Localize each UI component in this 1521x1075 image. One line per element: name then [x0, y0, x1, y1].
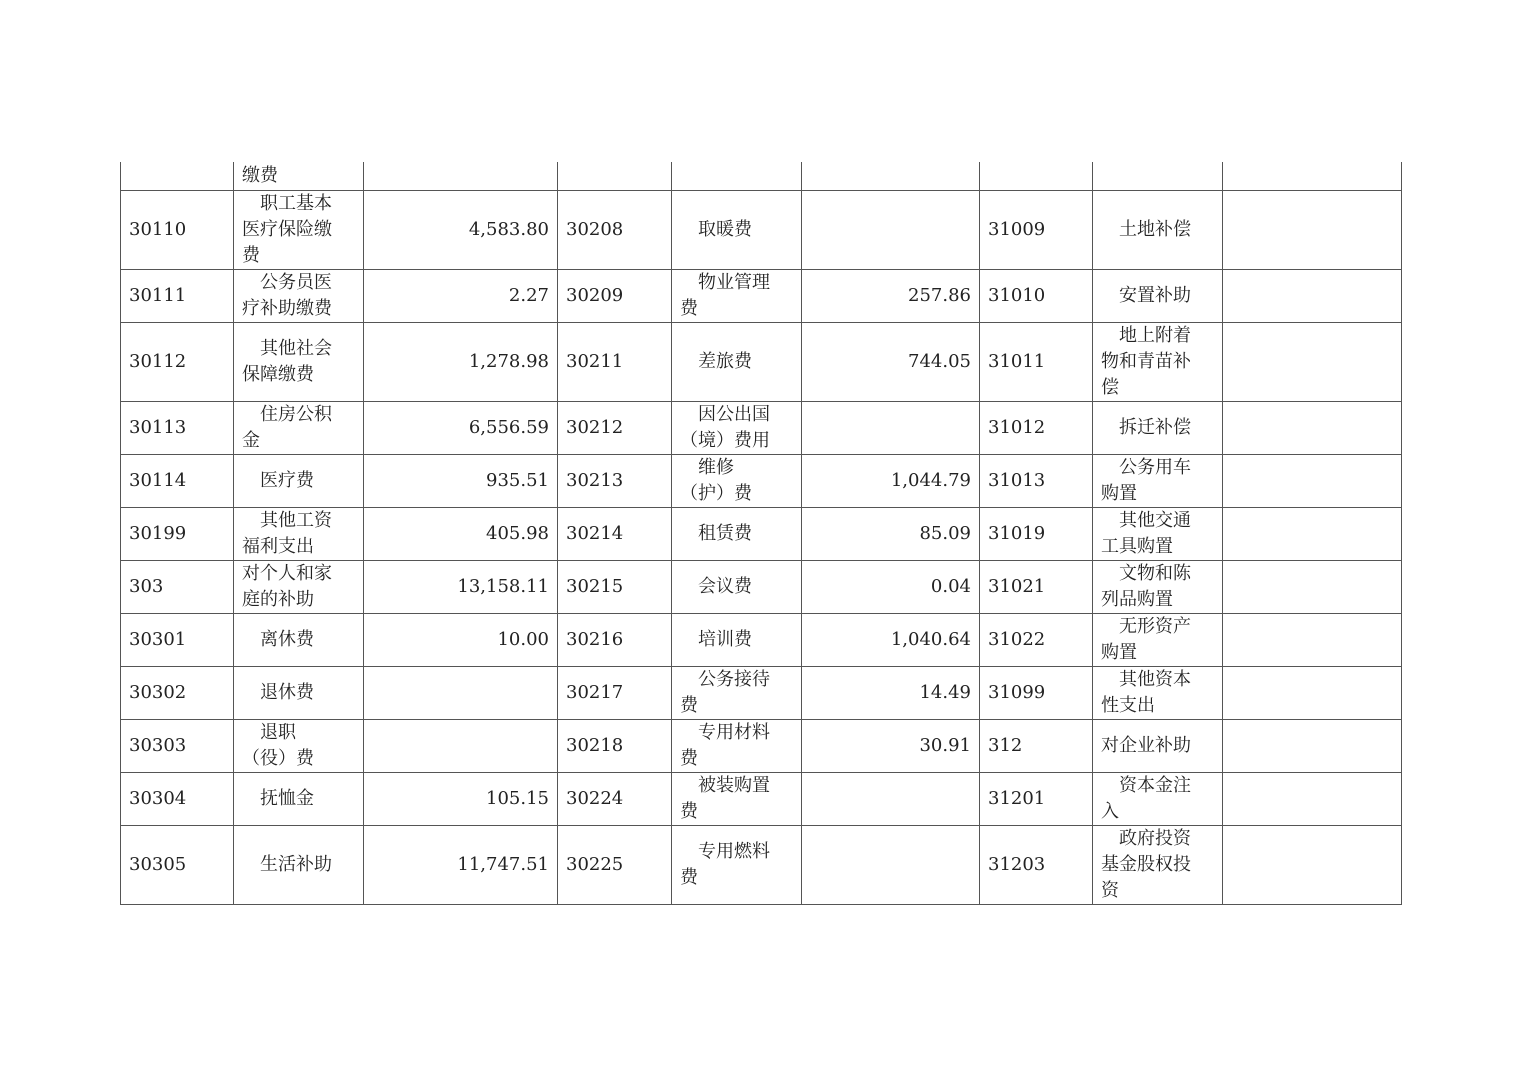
code-cell: 30305 [121, 825, 234, 904]
amount-cell: 405.98 [364, 507, 558, 560]
item-name-cell: 离休费 [234, 613, 364, 666]
item-name-cell [234, 269, 364, 322]
item-name-line: 退职 [260, 721, 296, 743]
item-name-line: 疗补助缴费 [242, 297, 332, 319]
item-name-cell [234, 190, 364, 269]
amount-cell: 13,158.11 [364, 560, 558, 613]
item-name-line: 公务员医 [260, 271, 332, 293]
item-name-cell [672, 162, 802, 190]
amount-cell: 0.04 [802, 560, 980, 613]
item-name-cell [672, 719, 802, 772]
item-name-line: 庭的补助 [242, 588, 314, 610]
budget-table [120, 162, 1402, 905]
item-name-line: 费 [680, 694, 698, 716]
item-name-line: 偿 [1101, 376, 1119, 398]
code-cell: 30301 [121, 613, 234, 666]
item-name-cell: 租赁费 [672, 507, 802, 560]
code-cell: 30112 [121, 322, 234, 401]
item-name-line: 职工基本 [260, 192, 332, 214]
code-cell: 30214 [558, 507, 672, 560]
amount-cell: 1,040.64 [802, 613, 980, 666]
code-cell [558, 162, 672, 190]
table-row [121, 560, 1402, 613]
amount-cell [802, 190, 980, 269]
amount-cell: 257.86 [802, 269, 980, 322]
amount-cell [1223, 507, 1402, 560]
table-row [121, 507, 1402, 560]
item-name-line: 资 [1101, 879, 1119, 901]
item-name-cell [672, 454, 802, 507]
item-name-line: 购置 [1101, 482, 1137, 504]
amount-cell [1223, 322, 1402, 401]
item-name-cell [672, 825, 802, 904]
amount-cell [364, 162, 558, 190]
code-cell: 31019 [980, 507, 1093, 560]
item-name-line: 政府投资 [1119, 827, 1191, 849]
item-name-cell [1093, 454, 1223, 507]
code-cell: 30224 [558, 772, 672, 825]
item-name-cell [672, 666, 802, 719]
item-name-line: 费 [680, 800, 698, 822]
item-name-line: （护）费 [680, 482, 752, 504]
table-row [121, 269, 1402, 322]
amount-cell: 6,556.59 [364, 401, 558, 454]
amount-cell: 2.27 [364, 269, 558, 322]
amount-cell: 85.09 [802, 507, 980, 560]
item-name-line: （役）费 [242, 747, 314, 769]
code-cell: 30110 [121, 190, 234, 269]
code-cell: 30211 [558, 322, 672, 401]
amount-cell: 1,044.79 [802, 454, 980, 507]
code-cell: 30225 [558, 825, 672, 904]
code-cell: 30199 [121, 507, 234, 560]
item-name-cell: 缴费 [234, 162, 364, 190]
amount-cell: 10.00 [364, 613, 558, 666]
item-name-cell [672, 401, 802, 454]
item-name-cell [1093, 560, 1223, 613]
code-cell: 30216 [558, 613, 672, 666]
amount-cell: 11,747.51 [364, 825, 558, 904]
item-name-cell: 拆迁补偿 [1093, 401, 1223, 454]
item-name-cell: 会议费 [672, 560, 802, 613]
item-name-cell [234, 719, 364, 772]
item-name-line: 其他资本 [1119, 668, 1191, 690]
item-name-line: 费 [680, 747, 698, 769]
item-name-line: 物业管理 [698, 271, 770, 293]
item-name-cell [1093, 666, 1223, 719]
item-name-line: 工具购置 [1101, 535, 1173, 557]
code-cell: 31203 [980, 825, 1093, 904]
table-row [121, 322, 1402, 401]
item-name-cell [1093, 772, 1223, 825]
item-name-line: 对个人和家 [242, 562, 332, 584]
code-cell: 31012 [980, 401, 1093, 454]
code-cell [980, 162, 1093, 190]
item-name-cell: 取暖费 [672, 190, 802, 269]
item-name-cell [234, 401, 364, 454]
amount-cell [802, 825, 980, 904]
table-row [121, 613, 1402, 666]
code-cell: 30302 [121, 666, 234, 719]
item-name-line: 维修 [698, 456, 734, 478]
amount-cell: 744.05 [802, 322, 980, 401]
item-name-cell [234, 322, 364, 401]
table-row [121, 190, 1402, 269]
table-row [121, 772, 1402, 825]
code-cell: 30303 [121, 719, 234, 772]
item-name-line: 其他工资 [260, 509, 332, 531]
item-name-line: 公务用车 [1119, 456, 1191, 478]
amount-cell [1223, 190, 1402, 269]
amount-cell: 935.51 [364, 454, 558, 507]
code-cell: 31201 [980, 772, 1093, 825]
code-cell: 30215 [558, 560, 672, 613]
code-cell: 30213 [558, 454, 672, 507]
item-name-cell: 生活补助 [234, 825, 364, 904]
code-cell: 30304 [121, 772, 234, 825]
item-name-line: 公务接待 [698, 668, 770, 690]
item-name-line: 文物和陈 [1119, 562, 1191, 584]
code-cell: 30218 [558, 719, 672, 772]
item-name-cell [1093, 825, 1223, 904]
amount-cell [802, 162, 980, 190]
amount-cell [1223, 825, 1402, 904]
item-name-cell: 对企业补助 [1093, 719, 1223, 772]
item-name-line: 金 [242, 429, 260, 451]
amount-cell: 4,583.80 [364, 190, 558, 269]
item-name-cell [234, 507, 364, 560]
item-name-line: （境）费用 [680, 429, 770, 451]
item-name-line: 专用燃料 [698, 840, 770, 862]
item-name-line: 资本金注 [1119, 774, 1191, 796]
code-cell: 30209 [558, 269, 672, 322]
item-name-line: 被装购置 [698, 774, 770, 796]
table-row [121, 162, 1402, 190]
table-row [121, 719, 1402, 772]
code-cell: 31022 [980, 613, 1093, 666]
amount-cell [1223, 269, 1402, 322]
amount-cell [1223, 401, 1402, 454]
amount-cell [1223, 613, 1402, 666]
item-name-line: 基金股权投 [1101, 853, 1191, 875]
item-name-cell: 医疗费 [234, 454, 364, 507]
table-row [121, 825, 1402, 904]
amount-cell [1223, 719, 1402, 772]
item-name-cell [1093, 162, 1223, 190]
item-name-line: 性支出 [1101, 694, 1155, 716]
table-row [121, 401, 1402, 454]
item-name-cell [672, 772, 802, 825]
item-name-cell [1093, 322, 1223, 401]
amount-cell [1223, 772, 1402, 825]
item-name-line: 购置 [1101, 641, 1137, 663]
item-name-line: 因公出国 [698, 403, 770, 425]
code-cell: 303 [121, 560, 234, 613]
code-cell: 31011 [980, 322, 1093, 401]
table-row [121, 666, 1402, 719]
item-name-cell [1093, 613, 1223, 666]
item-name-line: 入 [1101, 800, 1119, 822]
table-row [121, 454, 1402, 507]
code-cell: 30111 [121, 269, 234, 322]
code-cell: 31010 [980, 269, 1093, 322]
item-name-line: 医疗保险缴 [242, 218, 332, 240]
amount-cell: 14.49 [802, 666, 980, 719]
item-name-cell: 土地补偿 [1093, 190, 1223, 269]
amount-cell: 105.15 [364, 772, 558, 825]
item-name-line: 专用材料 [698, 721, 770, 743]
amount-cell [1223, 454, 1402, 507]
code-cell: 30217 [558, 666, 672, 719]
item-name-line: 物和青苗补 [1101, 350, 1191, 372]
item-name-cell: 安置补助 [1093, 269, 1223, 322]
item-name-line: 无形资产 [1119, 615, 1191, 637]
item-name-cell [1093, 507, 1223, 560]
item-name-line: 费 [680, 866, 698, 888]
item-name-line: 费 [242, 244, 260, 266]
code-cell: 30114 [121, 454, 234, 507]
code-cell: 31099 [980, 666, 1093, 719]
item-name-line: 住房公积 [260, 403, 332, 425]
item-name-line: 列品购置 [1101, 588, 1173, 610]
code-cell: 30208 [558, 190, 672, 269]
item-name-cell [234, 560, 364, 613]
item-name-line: 保障缴费 [242, 363, 314, 385]
amount-cell [1223, 162, 1402, 190]
amount-cell [802, 401, 980, 454]
item-name-cell [672, 269, 802, 322]
item-name-line: 其他交通 [1119, 509, 1191, 531]
table-body [121, 162, 1402, 904]
amount-cell [364, 719, 558, 772]
amount-cell [364, 666, 558, 719]
item-name-cell: 培训费 [672, 613, 802, 666]
item-name-line: 福利支出 [242, 535, 314, 557]
amount-cell: 1,278.98 [364, 322, 558, 401]
code-cell [121, 162, 234, 190]
code-cell: 31013 [980, 454, 1093, 507]
code-cell: 30212 [558, 401, 672, 454]
item-name-line: 地上附着 [1119, 324, 1191, 346]
amount-cell [802, 772, 980, 825]
item-name-cell: 差旅费 [672, 322, 802, 401]
code-cell: 31009 [980, 190, 1093, 269]
item-name-line: 其他社会 [260, 337, 332, 359]
code-cell: 30113 [121, 401, 234, 454]
item-name-cell: 抚恤金 [234, 772, 364, 825]
amount-cell [1223, 666, 1402, 719]
amount-cell [1223, 560, 1402, 613]
item-name-cell: 退休费 [234, 666, 364, 719]
amount-cell: 30.91 [802, 719, 980, 772]
code-cell: 312 [980, 719, 1093, 772]
code-cell: 31021 [980, 560, 1093, 613]
item-name-line: 费 [680, 297, 698, 319]
